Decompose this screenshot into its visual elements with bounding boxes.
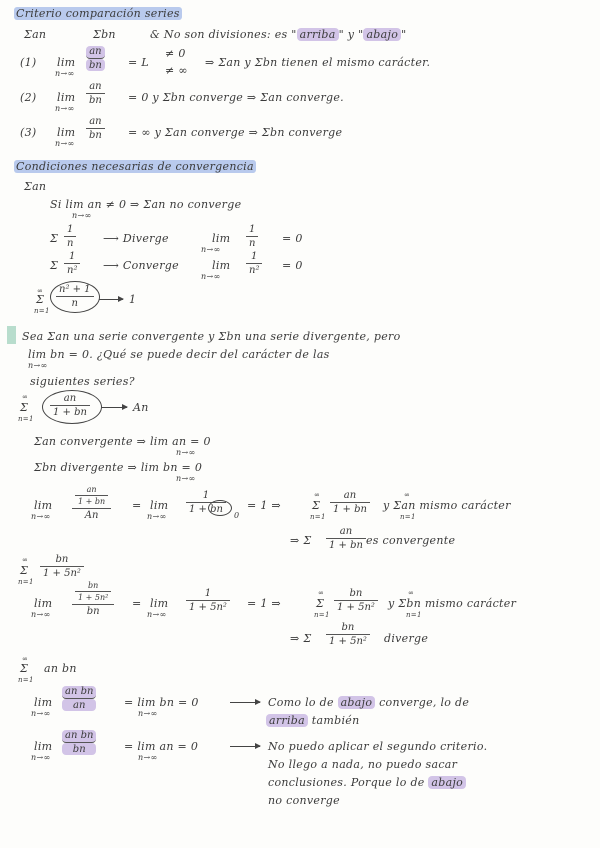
step2-mid-fraction: [186, 588, 230, 613]
step1-n-to-inf: n→∞: [31, 512, 51, 521]
margin-marker: [7, 326, 16, 344]
inner-fraction: [75, 581, 111, 602]
fact-2: Σbn divergente ⇒ lim bn = 0: [34, 461, 203, 474]
numerator: an bn: [62, 686, 96, 699]
denominator: n: [71, 298, 78, 309]
cond-si-text: Si lim an ≠ 0 ⇒ Σan no converge: [50, 198, 242, 211]
step1-sum-fraction: [330, 490, 370, 515]
ex3-fraction: [56, 284, 94, 309]
intro-note: & No son divisiones: es " arriba " y " abajo ": [150, 28, 407, 41]
rule-3-label: (3): [20, 126, 37, 139]
step3-text-line1: Como lo de abajo converge, lo de: [268, 696, 470, 709]
step3-arrow: [230, 702, 260, 703]
denominator: 1 + 5n²: [189, 602, 227, 613]
step1-sum2-top: ∞: [404, 491, 411, 499]
step1-n-to-inf-2: n→∞: [147, 512, 167, 521]
step1-eq-result: = 1 ⇒: [247, 499, 281, 512]
rule-2-text: = 0 y Σbn converge ⇒ Σan converge.: [128, 91, 344, 104]
rule-3-fraction: [86, 116, 105, 141]
rule-1-text: ⇒ Σan y Σbn tienen el mismo carácter.: [205, 56, 431, 69]
step1-final-arrow: ⇒ Σ: [290, 534, 312, 547]
denominator: 1 + bn: [329, 540, 363, 551]
denominator: 1 + bn: [78, 497, 106, 506]
problem-line-1: Sea Σan una serie convergente y Σbn una serie divergente, pero: [22, 330, 401, 343]
s1-arrow: [101, 407, 127, 408]
denominator: An: [84, 510, 99, 521]
step1-compound-fraction: [72, 485, 111, 521]
step2-final-fraction: [326, 622, 370, 647]
s2-sigma: Σ: [20, 564, 29, 577]
denominator: 1 + 5n²: [329, 636, 367, 647]
step4-line-1: No puedo aplicar el segundo criterio.: [268, 740, 488, 753]
step2-eq-result: = 1 ⇒: [247, 597, 281, 610]
step3-mid-n-to-inf: n→∞: [138, 709, 158, 718]
rule-3-lim: lim: [57, 126, 76, 139]
step2-final-arrow: ⇒ Σ: [290, 632, 312, 645]
step2-conclusion: y Σbn mismo carácter: [388, 597, 517, 610]
numerator: an: [86, 116, 105, 129]
numerator: bn: [40, 554, 84, 567]
section-title-criterio: Criterio comparación series: [16, 7, 180, 20]
denominator: bn: [62, 743, 96, 755]
step4-line-3: conclusiones. Porque lo de abajo: [268, 776, 466, 789]
s1-sum-bottom: n=1: [18, 415, 34, 423]
denominator: bn: [86, 606, 100, 617]
step2-sum-fraction: [334, 588, 378, 613]
numerator: bn: [326, 622, 370, 635]
rule-1-n-to-inf: n→∞: [55, 69, 75, 78]
ex2-fraction: [64, 251, 80, 276]
ex1-lim: lim: [212, 232, 231, 245]
step1-sum-top: ∞: [314, 491, 321, 499]
ex1-sigma: Σ: [50, 232, 59, 245]
step1-sum2-bottom: n=1: [400, 513, 416, 521]
step3-text-line2: arriba también: [266, 714, 359, 727]
numerator: an: [75, 485, 108, 496]
step1-lim-2: lim: [150, 499, 169, 512]
rule-3-n-to-inf: n→∞: [55, 139, 75, 148]
step1-circle: [208, 500, 232, 516]
denominator: bn: [89, 95, 102, 106]
rule-1-ne-infinity: ≠ ∞: [165, 64, 188, 77]
rule-1-fraction: [86, 46, 105, 71]
denominator: n²: [249, 265, 260, 276]
step1-final-text: es convergente: [366, 534, 456, 547]
denominator: n: [67, 238, 74, 249]
step3-lim: lim: [34, 696, 53, 709]
denominator: n²: [67, 265, 78, 276]
compound-numerator: [72, 581, 114, 605]
s2-fraction: [40, 554, 84, 579]
step4-line-2: No llego a nada, no puedo sacar: [268, 758, 458, 771]
ex2-lim: lim: [212, 259, 231, 272]
step4-line-4: no converge: [268, 794, 340, 807]
ex1-lim-fraction: [246, 224, 258, 249]
ex2-result: ⟶ Converge: [103, 259, 179, 272]
problem-line-2: lim bn = 0. ¿Qué se puede decir del carácter de las: [28, 348, 330, 361]
numerator: 1: [186, 490, 226, 503]
compound-numerator: [72, 485, 111, 509]
s3-sum-bottom: n=1: [18, 676, 34, 684]
s3-text: an bn: [44, 662, 77, 675]
denominator: 1 + 5n²: [43, 568, 81, 579]
ex3-arrow: [99, 299, 123, 300]
numerator: 1: [64, 251, 80, 264]
numerator: n² + 1: [56, 284, 94, 297]
s3-sigma: Σ: [20, 662, 29, 675]
intro-sum-bn: Σbn: [93, 28, 116, 41]
step1-final-fraction: [326, 526, 366, 551]
fact-1-n-to-inf: n→∞: [176, 448, 196, 457]
s1-fraction: [50, 393, 90, 418]
numerator: 1: [64, 224, 76, 237]
step2-sigma: Σ: [316, 597, 325, 610]
section-title-condiciones: Condiciones necesarias de convergencia: [16, 160, 254, 173]
denominator: bn: [86, 59, 105, 71]
rule-2-n-to-inf: n→∞: [55, 104, 75, 113]
denominator: 1 + bn: [333, 504, 367, 515]
numerator: an: [86, 81, 105, 94]
step3-n-to-inf: n→∞: [31, 709, 51, 718]
step1-sigma: Σ: [312, 499, 321, 512]
denominator: 1 + bn: [53, 407, 87, 418]
numerator: an: [326, 526, 366, 539]
numerator: bn: [75, 581, 111, 592]
step2-sum-top: ∞: [318, 589, 325, 597]
ex2-lim-fraction: [246, 251, 262, 276]
step2-sum2-bottom: n=1: [406, 611, 422, 619]
step1-lim: lim: [34, 499, 53, 512]
rule-2-label: (2): [20, 91, 37, 104]
step1-zero: 0: [234, 511, 240, 520]
ex2-lim-equals: = 0: [282, 259, 303, 272]
step4-lim: lim: [34, 740, 53, 753]
step2-final-text: diverge: [384, 632, 429, 645]
denominator: bn: [89, 130, 102, 141]
step3-fraction: [62, 686, 96, 711]
ex2-n-to-inf: n→∞: [201, 272, 221, 281]
fact-1: Σan convergente ⇒ lim an = 0: [34, 435, 211, 448]
numerator: an: [330, 490, 370, 503]
rule-1-equals: = L: [128, 56, 149, 69]
step2-eq-1: =: [132, 597, 142, 610]
s1-sum-top: ∞: [22, 393, 29, 401]
numerator: 1: [186, 588, 230, 601]
ex1-n-to-inf: n→∞: [201, 245, 221, 254]
s2-sum-bottom: n=1: [18, 578, 34, 586]
step4-mid-n-to-inf: n→∞: [138, 753, 158, 762]
step1-sum-bottom: n=1: [310, 513, 326, 521]
step2-lim-2: lim: [150, 597, 169, 610]
cond-si-n-to-inf: n→∞: [72, 211, 92, 220]
step4-n-to-inf: n→∞: [31, 753, 51, 762]
step2-n-to-inf: n→∞: [31, 610, 51, 619]
rule-1-ne-zero: ≠ 0: [165, 47, 186, 60]
rule-3-text: = ∞ y Σan converge ⇒ Σbn converge: [128, 126, 343, 139]
step4-fraction: [62, 730, 96, 755]
rule-1-label: (1): [20, 56, 37, 69]
intro-sum-an: Σan: [24, 28, 47, 41]
rule-2-lim: lim: [57, 91, 76, 104]
numerator: bn: [334, 588, 378, 601]
step1-conclusion: y Σan mismo carácter: [383, 499, 511, 512]
cond-sum-an: Σan: [24, 180, 47, 193]
s1-sigma: Σ: [20, 401, 29, 414]
s1-result: An: [133, 401, 149, 414]
step2-sum-bottom: n=1: [314, 611, 330, 619]
problem-n-to-inf: n→∞: [28, 361, 48, 370]
denominator: 1 + 5n²: [78, 593, 109, 602]
step4-mid: = lim an = 0: [124, 740, 199, 753]
step2-n-to-inf-2: n→∞: [147, 610, 167, 619]
rule-1-lim: lim: [57, 56, 76, 69]
rule-2-fraction: [86, 81, 105, 106]
denominator: an: [62, 699, 96, 711]
numerator: an: [86, 46, 105, 59]
ex3-sum-top: ∞: [37, 287, 44, 295]
numerator: an bn: [62, 730, 96, 743]
numerator: an: [50, 393, 90, 406]
denominator: 1 + bn: [189, 504, 223, 515]
numerator: 1: [246, 251, 262, 264]
denominator: n: [249, 238, 256, 249]
step4-arrow: [230, 746, 260, 747]
ex3-sigma: Σ: [36, 293, 45, 306]
numerator: 1: [246, 224, 258, 237]
step1-eq-1: =: [132, 499, 142, 512]
s2-sum-top: ∞: [22, 556, 29, 564]
denominator: 1 + 5n²: [337, 602, 375, 613]
inner-fraction: [75, 485, 108, 506]
fact-2-n-to-inf: n→∞: [176, 474, 196, 483]
ex2-sigma: Σ: [50, 259, 59, 272]
ex1-fraction: [64, 224, 76, 249]
ex3-result: 1: [129, 293, 137, 306]
step2-sum2-top: ∞: [408, 589, 415, 597]
ex1-lim-equals: = 0: [282, 232, 303, 245]
ex3-sum-bottom: n=1: [34, 307, 50, 315]
s3-sum-top: ∞: [22, 655, 29, 663]
step3-mid: = lim bn = 0: [124, 696, 199, 709]
ex1-result: ⟶ Diverge: [103, 232, 169, 245]
step2-lim: lim: [34, 597, 53, 610]
step2-compound-fraction: [72, 581, 114, 617]
problem-line-3: siguientes series?: [30, 375, 135, 388]
